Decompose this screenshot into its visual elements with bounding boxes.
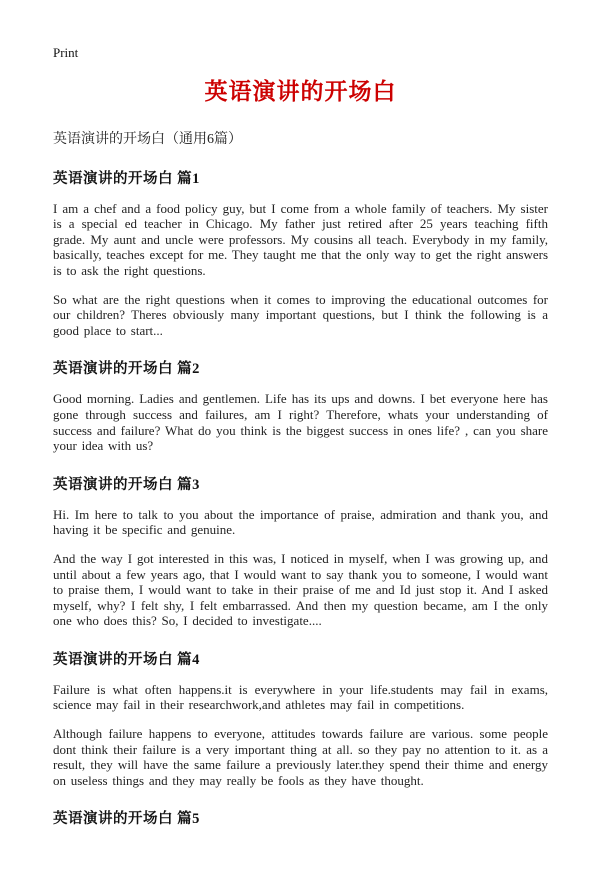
page-title: 英语演讲的开场白: [204, 79, 397, 104]
paragraph: Good morning. Ladies and gentlemen. Life has its ups and downs. I bet everyone here has gone through success and failures, am I right? Therefore, whats your understanding of success and failure? What do you think is the biggest success in ones life? , can you share your idea with us?: [53, 391, 548, 454]
paragraph: Hi. Im here to talk to you about the importance of praise, admiration and thank you, and having it be specific and genuine.: [53, 506, 548, 538]
paragraph: Failure is what often happens.it is everywhere in your life.students may fail in exams, science may fail in their researchwork,and athletes may fail in competitions.: [53, 681, 548, 713]
paragraph: And the way I got interested in this was, I noticed in myself, when I was growing up, and until about a few years ago, that I would want to say thank you to someone, I would want to praise them, I would want to take in their praise of me and Id just stop it. And I asked myself, why? I felt shy, I felt embarrassed. And then my question became, am I the only one who does this? So, I decided to investigate....: [53, 550, 548, 629]
paragraph: I am a chef and a food policy guy, but I come from a whole family of teachers. My sister is a special ed teacher in Chicago. My father just retired after 25 years teaching fifth grade. My aunt and uncle were professors. My cousins all teach. Everybody in my family, basically, teaches except for me. They taught me that the only way to get the right answers is to ask the right questions.: [53, 200, 548, 278]
section-heading-3: 英语演讲的开场白 篇3: [53, 476, 200, 493]
print-link[interactable]: Print: [53, 45, 79, 60]
section-heading-2: 英语演讲的开场白 篇2: [53, 361, 200, 378]
paragraph: Although failure happens to everyone, attitudes towards failure are various. some people dont think their failure is a very important thing at all. so they pay no attention to it. as a result, they will have the same failure a previously later.they spend their thime and energy on useless things and they may really be fools as they have thought.: [53, 726, 548, 788]
section-heading-4: 英语演讲的开场白 篇4: [53, 651, 200, 668]
paragraph: So what are the right questions when it comes to improving the educational outcomes for our children? Theres obviously many important questions, but I think the following is a good place to start...: [53, 291, 548, 338]
section-heading-5: 英语演讲的开场白 篇5: [53, 811, 200, 828]
subtitle: 英语演讲的开场白（通用6篇）: [53, 131, 242, 147]
section-heading-1: 英语演讲的开场白 篇1: [53, 170, 200, 187]
